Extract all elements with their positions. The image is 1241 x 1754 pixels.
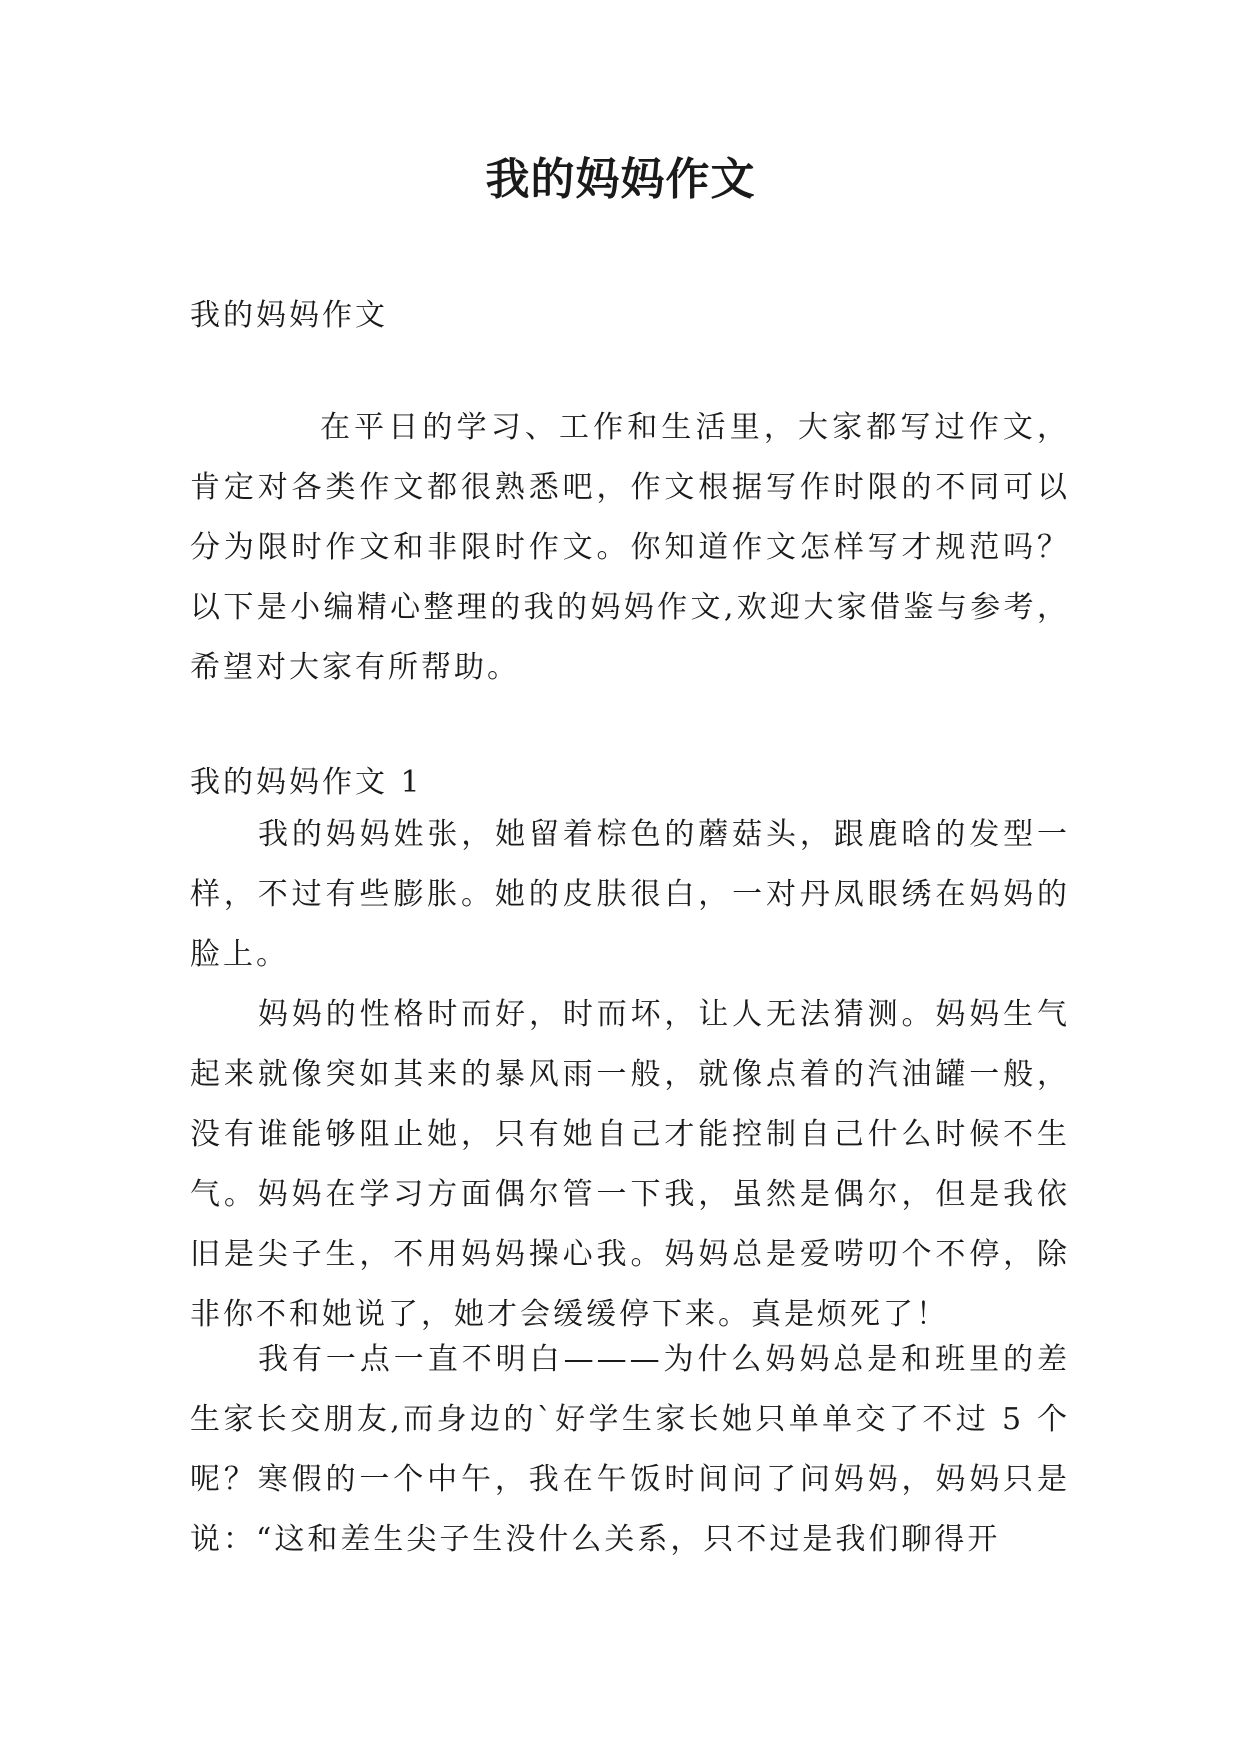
- intro-paragraph: 在平日的学习、工作和生活里，大家都写过作文，肯定对各类作文都很熟悉吧，作文根据写作时限的不同可以分为限时作文和非限时作文。你知道作文怎样写才规范吗？以下是小编精心整理的我的妈妈作文,欢迎大家借鉴与参考，希望对大家有所帮助。: [190, 410, 1070, 685]
- document-subtitle: 我的妈妈作文: [190, 298, 388, 333]
- section-heading: 我的妈妈作文 1: [190, 765, 423, 800]
- body-paragraph-1: 我的妈妈姓张，她留着棕色的蘑菇头，跟鹿晗的发型一样，不过有些膨胀。她的皮肤很白，一对丹凤眼绣在妈妈的脸上。: [190, 817, 1070, 972]
- body-paragraph-3: 我有一点一直不明白———为什么妈妈总是和班里的差生家长交朋友,而身边的`好学生家长她只单单交了不过 5 个呢？寒假的一个中午，我在午饭时间问了问妈妈，妈妈只是说：“这和差生尖子生没什么关系，只不过是我们聊得开: [190, 1342, 1070, 1557]
- document-title: 我的妈妈作文: [485, 154, 756, 205]
- body-paragraph-2: 妈妈的性格时而好，时而坏，让人无法猜测。妈妈生气起来就像突如其来的暴风雨一般，就像点着的汽油罐一般，没有谁能够阻止她，只有她自己才能控制自己什么时候不生气。妈妈在学习方面偶尔管一下我，虽然是偶尔，但是我依旧是尖子生，不用妈妈操心我。妈妈总是爱唠叨个不停，除非你不和她说了，她才会缓缓停下来。真是烦死了！: [190, 997, 1070, 1332]
